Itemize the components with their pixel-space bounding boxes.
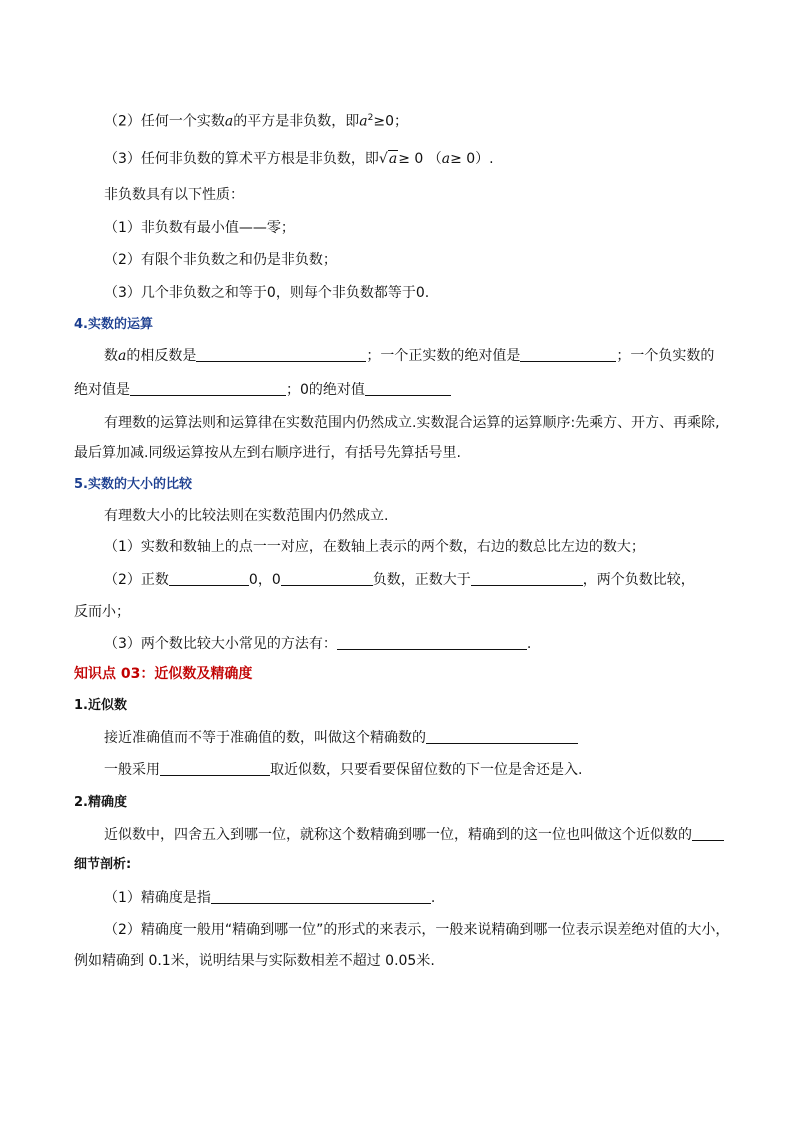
text: 绝对值是 [74,382,130,398]
compare-intro: 有理数大小的比较法则在实数范围内仍然成立. [104,508,389,524]
text: 负数，正数大于 [372,572,471,588]
text: 近似数中，四舍五入到哪一位，就称这个数精确到哪一位，精确到的这一位也叫做这个近似数的 [104,827,692,843]
compare-methods-line [104,634,531,654]
exponent: 2 [367,113,374,123]
text: ；0的绝对值 [286,382,365,398]
section-heading-real-ops: 4.实数的运算 [74,317,153,332]
precision-definition-line [104,825,724,845]
approx-method-line [104,760,582,780]
answer-blank[interactable] [337,634,527,650]
real-ops-rule-2: 最后算加减.同级运算按从左到右顺序进行，有括号先算括号里. [74,445,461,461]
text: 0，0 [248,572,281,588]
real-ops-rule-1: 有理数的运算法则和运算律在实数范围内仍然成立.实数混合运算的运算顺序:先乘方、开方、再乘除, [104,415,720,431]
text: 接近准确值而不等于准确值的数，叫做这个精确数的 [104,730,426,746]
real-ops-fill-line-2 [74,380,451,400]
precision-expression-line-2: 例如精确到 0.1米，说明结果与实际数相差不超过 0.05米. [74,953,435,969]
answer-blank[interactable] [196,346,366,362]
variable: a [224,113,234,130]
text: 数 [104,348,118,364]
section-heading-compare: 5.实数的大小的比较 [74,477,192,492]
answer-blank[interactable] [160,760,270,776]
compare-rule-1: （1）实数和数轴上的点一一对应，在数轴上表示的两个数，右边的数总比左边的数大； [104,539,645,555]
nonneg-property-2: （2）有限个非负数之和仍是非负数； [104,252,337,268]
section-heading-precision: 2.精确度 [74,795,127,810]
knowledge-point-heading: 知识点 03：近似数及精确度 [74,666,253,682]
property-line-3 [104,149,494,169]
approx-definition-line [104,728,578,748]
text: . [430,890,436,906]
section-heading-approx: 1.近似数 [74,698,127,713]
answer-blank[interactable] [281,570,373,586]
text: ；一个负实数的 [616,348,715,364]
variable: a [441,151,451,167]
answer-blank[interactable] [426,728,578,744]
answer-blank[interactable] [692,825,724,841]
answer-blank[interactable] [169,570,249,586]
text: ≥ 0）. [450,151,494,167]
text: ，两个负数比较， [582,572,695,588]
answer-blank[interactable] [471,570,583,586]
text: （3）两个数比较大小常见的方法有： [104,636,337,652]
detail-analysis-heading: 细节剖析: [74,857,132,872]
precision-expression-line-1: （2）精确度一般用“精确到哪一位”的形式的来表示，一般来说精确到哪一位表示误差绝对值的大小， [104,922,730,938]
answer-blank[interactable] [211,888,431,904]
text: （1）精确度是指 [104,890,211,906]
text: 的相反数是 [126,348,197,364]
text: （2）任何一个实数 [104,113,225,130]
precision-meaning-line [104,888,435,908]
property-line-2 [104,108,408,132]
sqrt-symbol: √a [378,151,398,167]
variable: a [388,151,398,167]
nonneg-property-1: （1）非负数有最小值——零； [104,220,295,236]
answer-blank[interactable] [520,346,616,362]
nonneg-properties-intro: 非负数具有以下性质： [104,187,244,203]
compare-fill-line-cont: 反而小； [74,604,130,620]
answer-blank[interactable] [365,380,451,396]
text: （2）正数 [104,572,169,588]
text: （3）任何非负数的算术平方根是非负数，即 [104,151,379,167]
text: ≥ 0 （ [398,151,442,167]
nonneg-property-3: （3）几个非负数之和等于0，则每个非负数都等于0. [104,285,430,301]
text: . [526,636,532,652]
variable: a [118,348,127,364]
answer-blank[interactable] [130,380,286,396]
text: ；一个正实数的绝对值是 [366,348,521,364]
text: 一般采用 [104,762,160,778]
variable: a [359,113,368,130]
real-ops-fill-line-1 [104,346,714,366]
text: 的平方是非负数，即 [233,113,360,130]
text: 取近似数，只要看要保留位数的下一位是舍还是入. [270,762,583,778]
compare-fill-line [104,570,695,590]
text: ≥0； [373,113,409,130]
